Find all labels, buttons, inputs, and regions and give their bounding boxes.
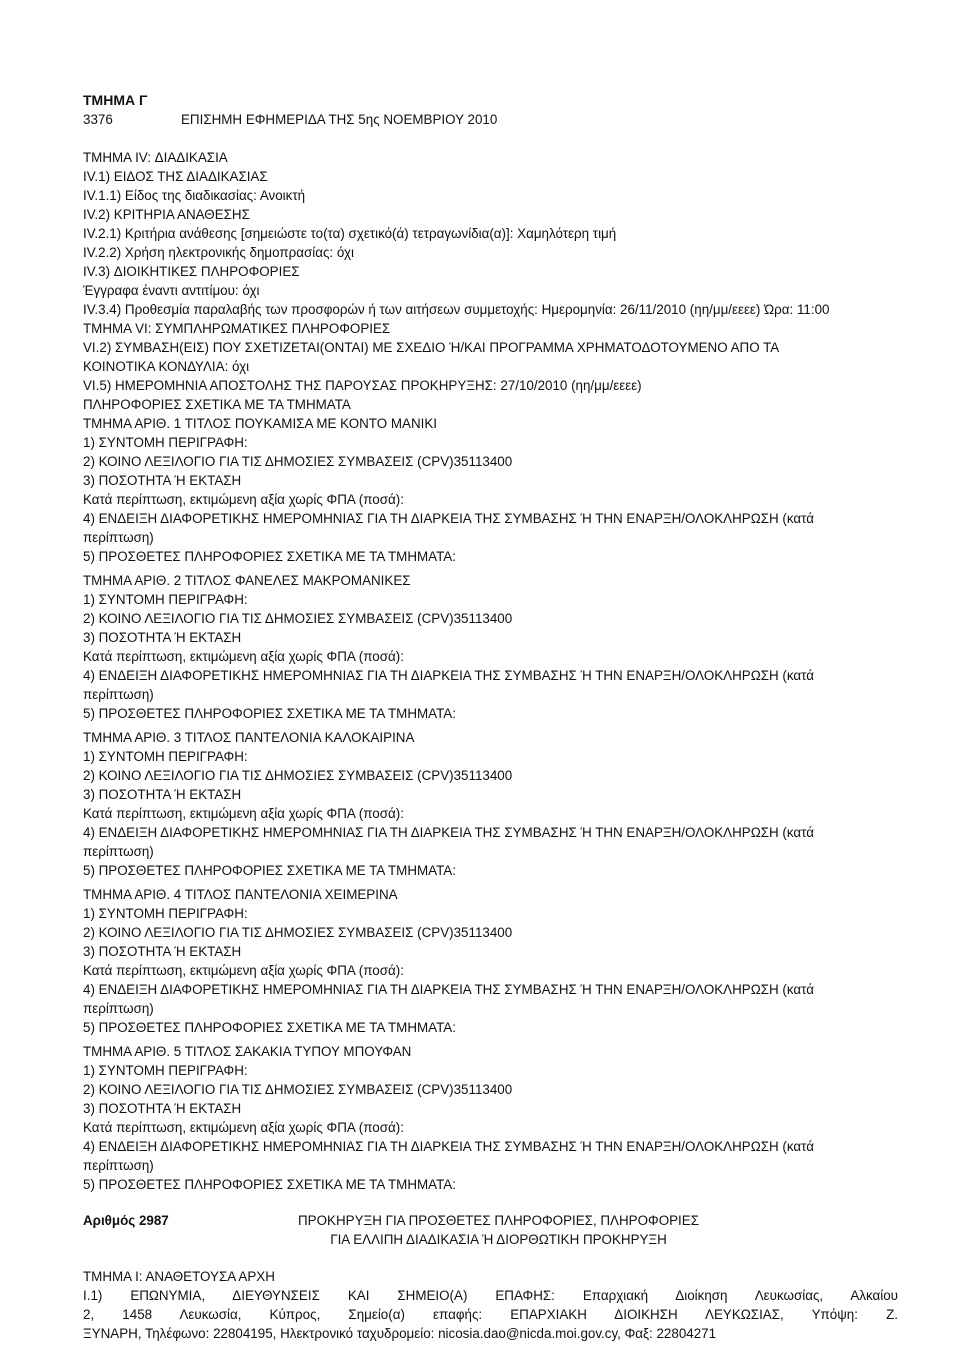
lot-line: 2) ΚΟΙΝΟ ΛΕΞΙΛΟΓΙΟ ΓΙΑ ΤΙΣ ΔΗΜΟΣΙΕΣ ΣΥΜΒΑΣΕΙΣ (CPV)35113400 (83, 1082, 513, 1097)
page-header (83, 110, 898, 129)
lot-block (83, 571, 898, 723)
procedure-line: ΚΟΙΝΟΤΙΚΑ ΚΟΝΔΥΛΙΑ: όχι (83, 359, 250, 374)
notice-title (259, 1211, 898, 1249)
lot-line: 5) ΠΡΟΣΘΕΤΕΣ ΠΛΗΡΟΦΟΡΙΕΣ ΣΧΕΤΙΚΑ ΜΕ ΤΑ ΤΜΗΜΑΤΑ: (83, 1177, 456, 1192)
procedure-line: Έγγραφα έναντι αντιτίμου: όχι (83, 283, 260, 298)
lot-title: ΤΜΗΜΑ ΑΡΙΘ. 3 ΤΙΤΛΟΣ ΠΑΝΤΕΛΟΝΙΑ ΚΑΛΟΚΑΙΡΙΝΑ (83, 730, 415, 745)
procedure-line: ΤΜΗΜΑ IV: ΔΙΑΔΙΚΑΣΙΑ (83, 150, 228, 165)
lot-line: 2) ΚΟΙΝΟ ΛΕΞΙΛΟΓΙΟ ΓΙΑ ΤΙΣ ΔΗΜΟΣΙΕΣ ΣΥΜΒΑΣΕΙΣ (CPV)35113400 (83, 454, 513, 469)
notice-title-line: ΓΙΑ ΕΛΛΙΠΗ ΔΙΑΔΙΚΑΣΙΑ Ή ΔΙΟΡΘΩΤΙΚΗ ΠΡΟΚΗΡΥΞΗ (330, 1232, 667, 1247)
lot-line: 1) ΣΥΝΤΟΜΗ ΠΕΡΙΓΡΑΦΗ: (83, 749, 248, 764)
lot-line: 1) ΣΥΝΤΟΜΗ ΠΕΡΙΓΡΑΦΗ: (83, 592, 248, 607)
procedure-line: ΤΜΗΜΑ VI: ΣΥΜΠΛΗΡΩΜΑΤΙΚΕΣ ΠΛΗΡΟΦΟΡΙΕΣ (83, 321, 391, 336)
lot-line: περίπτωση) (83, 687, 154, 702)
lot-line: 4) ΕΝΔΕΙΞΗ ΔΙΑΦΟΡΕΤΙΚΗΣ ΗΜΕΡΟΜΗΝΙΑΣ ΓΙΑ ΤΗ ΔΙΑΡΚΕΙΑ ΤΗΣ ΣΥΜΒΑΣΗΣ Ή ΤΗΝ ΕΝΑΡΞΗ/ΟΛΟΚΛΗΡΩΣΗ (κατά (83, 511, 814, 526)
procedure-line: IV.3.4) Προθεσμία παραλαβής των προσφορών ή των αιτήσεων συμμετοχής: Ημερομηνία: 26/11/2010 (ηη/μμ/εεεε) Ώρα: 11:00 (83, 302, 830, 317)
lot-line: 5) ΠΡΟΣΘΕΤΕΣ ΠΛΗΡΟΦΟΡΙΕΣ ΣΧΕΤΙΚΑ ΜΕ ΤΑ ΤΜΗΜΑΤΑ: (83, 706, 456, 721)
lot-line: 4) ΕΝΔΕΙΞΗ ΔΙΑΦΟΡΕΤΙΚΗΣ ΗΜΕΡΟΜΗΝΙΑΣ ΓΙΑ ΤΗ ΔΙΑΡΚΕΙΑ ΤΗΣ ΣΥΜΒΑΣΗΣ Ή ΤΗΝ ΕΝΑΡΞΗ/ΟΛΟΚΛΗΡΩΣΗ (κατά (83, 1139, 814, 1154)
procedure-block (83, 148, 898, 414)
lot-line: περίπτωση) (83, 1158, 154, 1173)
procedure-line: VI.2) ΣΥΜΒΑΣΗ(ΕΙΣ) ΠΟΥ ΣΧΕΤΙΖΕΤΑΙ(ΟΝΤΑΙ) ΜΕ ΣΧΕΔΙΟ Ή/ΚΑΙ ΠΡΟΓΡΑΜΜΑ ΧΡΗΜΑΤΟΔΟΤΟΥΜΕΝΟ ΑΠΟ ΤΑ (83, 340, 780, 355)
lot-line: 5) ΠΡΟΣΘΕΤΕΣ ΠΛΗΡΟΦΟΡΙΕΣ ΣΧΕΤΙΚΑ ΜΕ ΤΑ ΤΜΗΜΑΤΑ: (83, 863, 456, 878)
procedure-line: IV.2.2) Χρήση ηλεκτρονικής δημοπρασίας: όχι (83, 245, 354, 260)
lot-title: ΤΜΗΜΑ ΑΡΙΘ. 5 ΤΙΤΛΟΣ ΣΑΚΑΚΙΑ ΤΥΠΟΥ ΜΠΟΥΦΑΝ (83, 1044, 412, 1059)
lot-line: Κατά περίπτωση, εκτιμώμενη αξία χωρίς ΦΠΑ (ποσά): (83, 1120, 404, 1135)
lot-line: περίπτωση) (83, 530, 154, 545)
lot-line: Κατά περίπτωση, εκτιμώμενη αξία χωρίς ΦΠΑ (ποσά): (83, 492, 404, 507)
lot-line: 2) ΚΟΙΝΟ ΛΕΞΙΛΟΓΙΟ ΓΙΑ ΤΙΣ ΔΗΜΟΣΙΕΣ ΣΥΜΒΑΣΕΙΣ (CPV)35113400 (83, 611, 513, 626)
notice-header (83, 1211, 898, 1249)
notice-title-line: ΠΡΟΚΗΡΥΞΗ ΓΙΑ ΠΡΟΣΘΕΤΕΣ ΠΛΗΡΟΦΟΡΙΕΣ, ΠΛΗΡΟΦΟΡΙΕΣ (298, 1213, 699, 1228)
lot-line: 3) ΠΟΣΟΤΗΤΑ Ή ΕΚΤΑΣΗ (83, 787, 242, 802)
gazette-title: ΕΠΙΣΗΜΗ ΕΦΗΜΕΡΙΔΑ ΤΗΣ 5ης ΝΟΕΜΒΡΙΟΥ 2010 (181, 112, 498, 127)
procedure-line: ΠΛΗΡΟΦΟΡΙΕΣ ΣΧΕΤΙΚΑ ΜΕ ΤΑ ΤΜΗΜΑΤΑ (83, 397, 351, 412)
document-page (83, 90, 898, 1343)
lot-line: 2) ΚΟΙΝΟ ΛΕΞΙΛΟΓΙΟ ΓΙΑ ΤΙΣ ΔΗΜΟΣΙΕΣ ΣΥΜΒΑΣΕΙΣ (CPV)35113400 (83, 768, 513, 783)
address-line: I.1) ΕΠΩΝΥΜΙΑ, ΔΙΕΥΘΥΝΣΕΙΣ ΚΑΙ ΣΗΜΕΙΟ(Α) ΕΠΑΦΗΣ: Επαρχιακή Διοίκηση Λευκωσίας, Αλκαίου (83, 1288, 898, 1303)
lot-block (83, 728, 898, 880)
lot-line: 5) ΠΡΟΣΘΕΤΕΣ ΠΛΗΡΟΦΟΡΙΕΣ ΣΧΕΤΙΚΑ ΜΕ ΤΑ ΤΜΗΜΑΤΑ: (83, 549, 456, 564)
lot-block (83, 414, 898, 566)
procedure-line: IV.3) ΔΙΟΙΚΗΤΙΚΕΣ ΠΛΗΡΟΦΟΡΙΕΣ (83, 264, 300, 279)
page-number: 3376 (83, 112, 113, 127)
procedure-line: IV.1) ΕΙΔΟΣ ΤΗΣ ΔΙΑΔΙΚΑΣΙΑΣ (83, 169, 268, 184)
lot-line: περίπτωση) (83, 844, 154, 859)
address-line: ΞΥΝΑΡΗ, Τηλέφωνο: 22804195, Ηλεκτρονικό ταχυδρομείο: nicosia.dao@nicda.moi.gov.cy, Φαξ: 22804271 (83, 1326, 717, 1341)
lot-title: ΤΜΗΜΑ ΑΡΙΘ. 4 ΤΙΤΛΟΣ ΠΑΝΤΕΛΟΝΙΑ ΧΕΙΜΕΡΙΝΑ (83, 887, 398, 902)
lot-line: 4) ΕΝΔΕΙΞΗ ΔΙΑΦΟΡΕΤΙΚΗΣ ΗΜΕΡΟΜΗΝΙΑΣ ΓΙΑ ΤΗ ΔΙΑΡΚΕΙΑ ΤΗΣ ΣΥΜΒΑΣΗΣ Ή ΤΗΝ ΕΝΑΡΞΗ/ΟΛΟΚΛΗΡΩΣΗ (κατά (83, 825, 814, 840)
lot-block (83, 885, 898, 1037)
lot-line: 4) ΕΝΔΕΙΞΗ ΔΙΑΦΟΡΕΤΙΚΗΣ ΗΜΕΡΟΜΗΝΙΑΣ ΓΙΑ ΤΗ ΔΙΑΡΚΕΙΑ ΤΗΣ ΣΥΜΒΑΣΗΣ Ή ΤΗΝ ΕΝΑΡΞΗ/ΟΛΟΚΛΗΡΩΣΗ (κατά (83, 982, 814, 997)
lot-line: 3) ΠΟΣΟΤΗΤΑ Ή ΕΚΤΑΣΗ (83, 1101, 242, 1116)
procedure-line: IV.2) ΚΡΙΤΗΡΙΑ ΑΝΑΘΕΣΗΣ (83, 207, 250, 222)
lot-title: ΤΜΗΜΑ ΑΡΙΘ. 2 ΤΙΤΛΟΣ ΦΑΝΕΛΕΣ ΜΑΚΡΟΜΑΝΙΚΕΣ (83, 573, 411, 588)
part-heading: ΤΜΗΜΑ Ι: ΑΝΑΘΕΤΟΥΣΑ ΑΡΧΗ (83, 1269, 275, 1284)
lot-line: 2) ΚΟΙΝΟ ΛΕΞΙΛΟΓΙΟ ΓΙΑ ΤΙΣ ΔΗΜΟΣΙΕΣ ΣΥΜΒΑΣΕΙΣ (CPV)35113400 (83, 925, 513, 940)
lot-line: 3) ΠΟΣΟΤΗΤΑ Ή ΕΚΤΑΣΗ (83, 944, 242, 959)
lot-title: ΤΜΗΜΑ ΑΡΙΘ. 1 ΤΙΤΛΟΣ ΠΟΥΚΑΜΙΣΑ ΜΕ ΚΟΝΤΟ ΜΑΝΙΚΙ (83, 416, 437, 431)
lot-line: 3) ΠΟΣΟΤΗΤΑ Ή ΕΚΤΑΣΗ (83, 630, 242, 645)
lot-line: 1) ΣΥΝΤΟΜΗ ΠΕΡΙΓΡΑΦΗ: (83, 435, 248, 450)
lot-line: Κατά περίπτωση, εκτιμώμενη αξία χωρίς ΦΠΑ (ποσά): (83, 806, 404, 821)
contact-address (83, 1286, 898, 1343)
lot-line: 1) ΣΥΝΤΟΜΗ ΠΕΡΙΓΡΑΦΗ: (83, 1063, 248, 1078)
lot-line: 1) ΣΥΝΤΟΜΗ ΠΕΡΙΓΡΑΦΗ: (83, 906, 248, 921)
lot-line: 3) ΠΟΣΟΤΗΤΑ Ή ΕΚΤΑΣΗ (83, 473, 242, 488)
address-line: 2, 1458 Λευκωσία, Κύπρος, Σημείο(α) επαφής: ΕΠΑΡΧΙΑΚΗ ΔΙΟΙΚΗΣΗ ΛΕΥΚΩΣΙΑΣ, Υπόψη: Ζ. (83, 1307, 898, 1322)
lot-line: Κατά περίπτωση, εκτιμώμενη αξία χωρίς ΦΠΑ (ποσά): (83, 963, 404, 978)
lot-line: 4) ΕΝΔΕΙΞΗ ΔΙΑΦΟΡΕΤΙΚΗΣ ΗΜΕΡΟΜΗΝΙΑΣ ΓΙΑ ΤΗ ΔΙΑΡΚΕΙΑ ΤΗΣ ΣΥΜΒΑΣΗΣ Ή ΤΗΝ ΕΝΑΡΞΗ/ΟΛΟΚΛΗΡΩΣΗ (κατά (83, 668, 814, 683)
procedure-line: IV.2.1) Κριτήρια ανάθεσης [σημειώστε το(τα) σχετικό(ά) τετραγωνίδια(α)]: Χαμηλότερη τιμή (83, 226, 617, 241)
lot-block (83, 1042, 898, 1194)
lot-line: Κατά περίπτωση, εκτιμώμενη αξία χωρίς ΦΠΑ (ποσά): (83, 649, 404, 664)
section-label: ΤΜΗΜΑ Γ (83, 92, 148, 108)
lot-line: περίπτωση) (83, 1001, 154, 1016)
lot-line: 5) ΠΡΟΣΘΕΤΕΣ ΠΛΗΡΟΦΟΡΙΕΣ ΣΧΕΤΙΚΑ ΜΕ ΤΑ ΤΜΗΜΑΤΑ: (83, 1020, 456, 1035)
procedure-line: VI.5) ΗΜΕΡΟΜΗΝΙΑ ΑΠΟΣΤΟΛΗΣ ΤΗΣ ΠΑΡΟΥΣΑΣ ΠΡΟΚΗΡΥΞΗΣ: 27/10/2010 (ηη/μμ/εεεε) (83, 378, 642, 393)
procedure-line: IV.1.1) Είδος της διαδικασίας: Ανοικτή (83, 188, 306, 203)
notice-number: Αριθμός 2987 (83, 1213, 169, 1228)
